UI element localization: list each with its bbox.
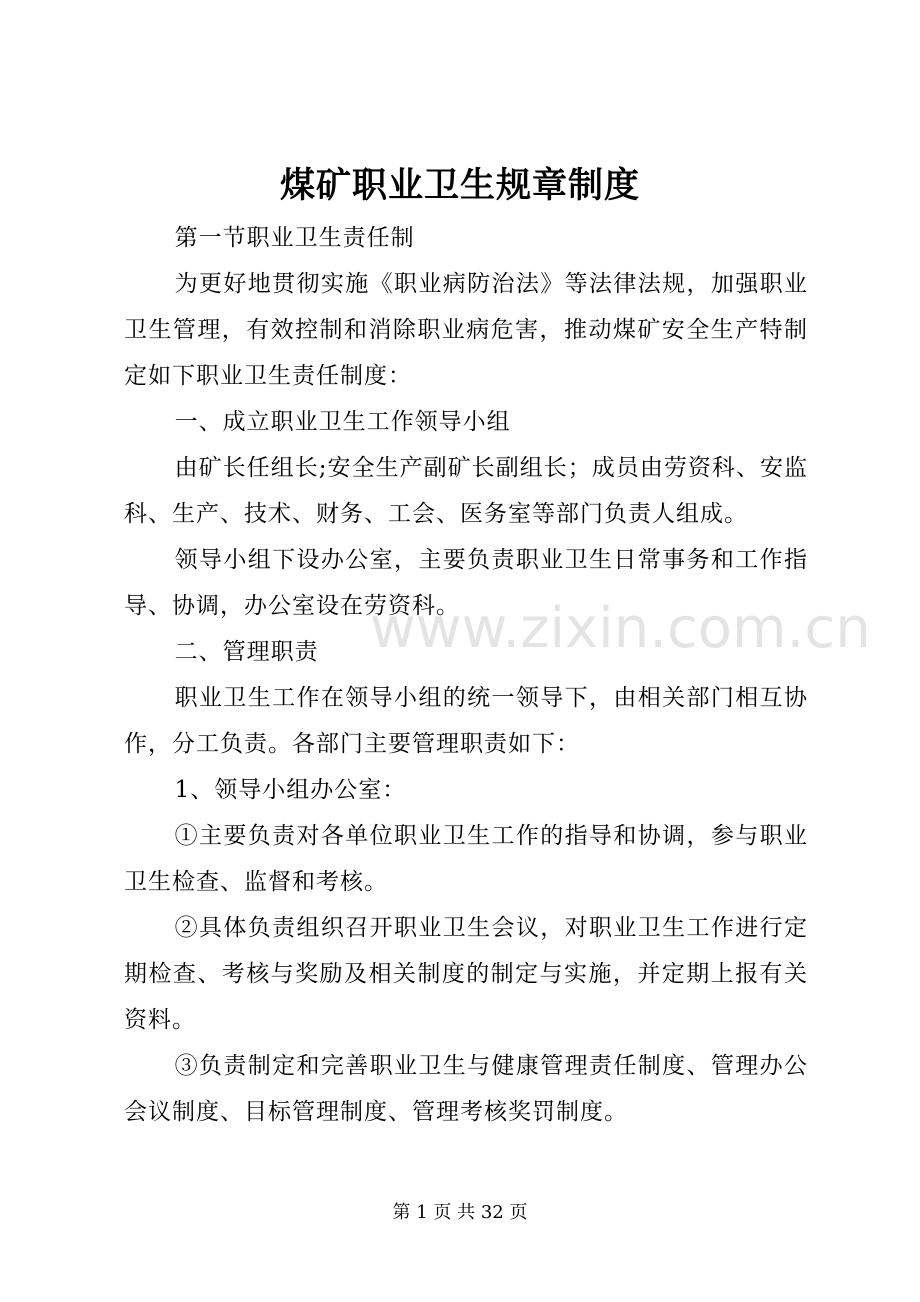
subsection-heading: 1、领导小组办公室： — [174, 777, 407, 803]
body-paragraph: 为更好地贯彻实施《职业病防治法》等法律法规，加强职业卫生管理，有效控制和消除职业病危害，推动煤矿安全生产特制定如下职业卫生责任制度： — [124, 271, 808, 389]
document-body — [124, 215, 808, 1135]
body-paragraph: 由矿长任组长;安全生产副矿长副组长；成员由劳资科、安监科、生产、技术、财务、工会、医务室等部门负责人组成。 — [124, 455, 808, 527]
section-heading: 二、管理职责 — [174, 639, 319, 665]
body-paragraph: 领导小组下设办公室，主要负责职业卫生日常事务和工作指导、协调，办公室设在劳资科。 — [124, 547, 808, 619]
body-paragraph: 职业卫生工作在领导小组的统一领导下，由相关部门相互协作，分工负责。各部门主要管理职责如下： — [124, 685, 808, 757]
list-item: ③负责制定和完善职业卫生与健康管理责任制度、管理办公会议制度、目标管理制度、管理考核奖罚制度。 — [124, 1053, 808, 1125]
list-item: ①主要负责对各单位职业卫生工作的指导和协调，参与职业卫生检查、监督和考核。 — [124, 823, 808, 895]
page-footer: 第 1 页 共 32 页 — [392, 1202, 528, 1223]
watermark-text: www.zixin.com.cn — [370, 596, 871, 661]
section-heading: 第一节职业卫生责任制 — [174, 225, 415, 251]
section-heading: 一、成立职业卫生工作领导小组 — [174, 409, 511, 435]
document-title: 煤矿职业卫生规章制度 — [279, 165, 640, 206]
list-item: ②具体负责组织召开职业卫生会议，对职业卫生工作进行定期检查、考核与奖励及相关制度的制定与实施，并定期上报有关资料。 — [124, 915, 808, 1033]
